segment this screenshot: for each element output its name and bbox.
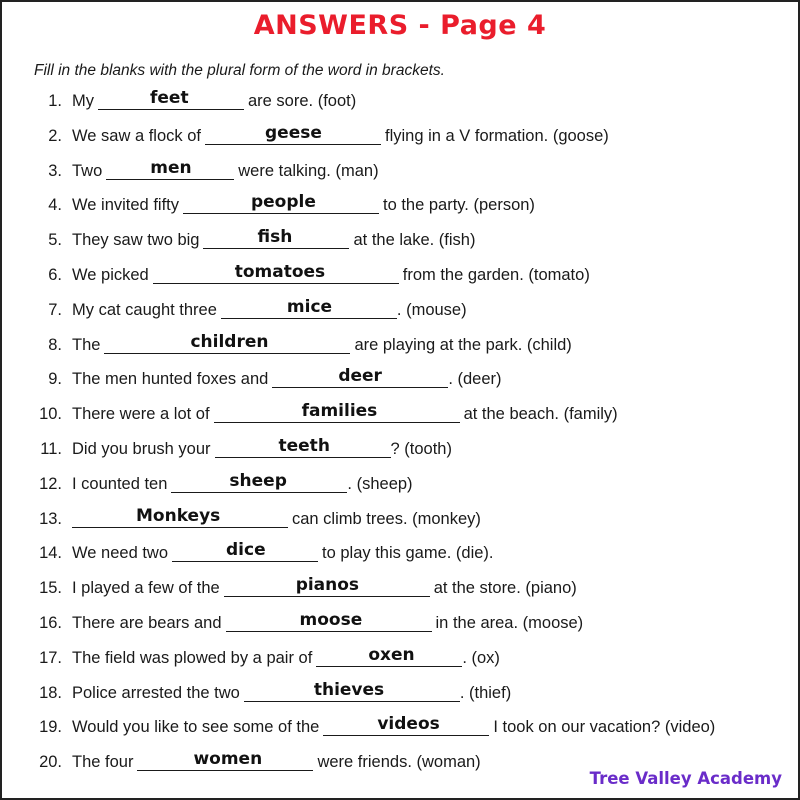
answer-text: Monkeys: [136, 505, 221, 526]
answer-text: dice: [226, 540, 266, 561]
question-text-before: Did you brush your: [72, 440, 211, 458]
question-text-before: We picked: [72, 266, 149, 284]
question-body: [72, 676, 511, 710]
question-text-after: flying in a V formation. (goose): [385, 126, 609, 145]
question-text-before: My: [72, 92, 94, 110]
answer-blank: [323, 713, 489, 736]
answer-blank: [205, 122, 381, 145]
answer-blank: [316, 644, 462, 667]
question-body: [72, 362, 502, 396]
question-text-after: . (mouse): [396, 300, 467, 319]
answer-blank: [104, 331, 350, 354]
question-text-after: at the store. (piano): [433, 579, 577, 598]
question-text-before: There were a lot of: [72, 405, 210, 424]
question-number: 1.: [48, 92, 62, 110]
question-body: [72, 293, 467, 327]
question-number: 4.: [48, 196, 62, 215]
question-text-after: . (sheep): [347, 474, 413, 493]
answer-blank: [171, 470, 347, 493]
answer-blank: [215, 435, 391, 458]
question-body: [72, 188, 535, 222]
answer-text: thieves: [313, 679, 385, 700]
question-text-after: were friends. (woman): [317, 753, 481, 772]
question-body: [72, 606, 583, 640]
answer-text: geese: [265, 122, 322, 143]
question-number: 5.: [48, 231, 62, 250]
answer-blank: [272, 365, 448, 388]
answer-blank: [244, 679, 460, 702]
question-number: 9.: [48, 370, 62, 389]
instructions: Fill in the blanks with the plural form of the word in brackets.: [34, 62, 445, 79]
answer-blank: [214, 400, 460, 423]
question-body: [72, 710, 715, 744]
question-text-after: . (ox): [462, 648, 500, 667]
question-text-before: I played a few of the: [72, 579, 220, 598]
question-text-before: We saw a flock of: [72, 126, 201, 145]
page-title: ANSWERS - Page 4: [253, 10, 547, 41]
question-number: 11.: [40, 440, 62, 458]
answer-text: tomatoes: [234, 262, 326, 282]
answer-text: deer: [338, 366, 382, 387]
answer-text: videos: [377, 714, 440, 735]
question-text-after: are playing at the park. (child): [354, 335, 572, 354]
answer-text: children: [190, 331, 269, 352]
question-body: [72, 223, 475, 257]
question-number: 18.: [39, 683, 62, 702]
question-body: [72, 745, 481, 779]
question-number: 2.: [48, 126, 62, 145]
question-body: [72, 328, 572, 362]
question-text-before: We need two: [72, 544, 169, 563]
question-number: 14.: [39, 544, 62, 563]
answer-text: feet: [150, 88, 189, 108]
question-body: [72, 641, 500, 675]
question-body: [72, 258, 590, 292]
question-text-after: at the lake. (fish): [353, 231, 476, 250]
question-text-after: in the area. (moose): [435, 614, 584, 632]
answer-text: teeth: [278, 436, 330, 456]
question-text-before: They saw two big: [72, 231, 200, 250]
question-number: 6.: [48, 266, 62, 284]
question-text-before: I counted ten: [72, 474, 168, 493]
question-text-before: The men hunted foxes and: [72, 370, 269, 389]
answer-text: fish: [257, 227, 293, 248]
question-text-before: There are bears and: [72, 614, 222, 632]
answer-blank: [183, 191, 379, 214]
question-text-after: were talking. (man): [238, 161, 379, 180]
question-body: [72, 502, 481, 536]
question-number: 13.: [39, 509, 62, 528]
question-text-before: The: [72, 335, 101, 354]
question-body: [72, 84, 356, 118]
question-number: 20.: [39, 753, 62, 772]
question-number: 16.: [39, 614, 62, 632]
question-number: 17.: [39, 648, 62, 667]
answer-text: women: [193, 749, 263, 770]
question-number: 12.: [39, 474, 62, 493]
question-body: [72, 467, 413, 501]
question-number: 3.: [48, 161, 62, 180]
answer-blank: [72, 505, 288, 528]
answer-text: people: [250, 192, 316, 213]
answer-blank: [226, 609, 432, 632]
answer-text: mice: [286, 296, 333, 317]
answer-text: pianos: [295, 575, 360, 596]
question-text-after: from the garden. (tomato): [402, 266, 590, 284]
question-number: 7.: [48, 300, 62, 319]
question-text-before: We invited fifty: [72, 196, 179, 215]
question-text-after: ? (tooth): [390, 440, 452, 458]
question-text-before: My cat caught three: [72, 300, 217, 319]
question-text-after: . (thief): [459, 683, 512, 702]
answer-text: oxen: [368, 644, 415, 665]
question-text-after: at the beach. (family): [463, 405, 618, 424]
answer-text: moose: [299, 610, 363, 630]
answer-text: families: [301, 401, 378, 422]
question-body: [72, 119, 609, 153]
question-body: [72, 432, 452, 466]
answer-text: men: [150, 157, 192, 178]
question-text-before: Would you like to see some of the: [72, 718, 320, 737]
question-body: [72, 571, 577, 605]
question-text-after: to play this game. (die).: [322, 544, 494, 563]
answer-blank: [137, 748, 313, 771]
answer-blank: [203, 226, 349, 249]
brand-logo-text: Tree Valley Academy: [589, 769, 782, 788]
question-text-before: Police arrested the two: [72, 683, 240, 702]
question-body: [72, 154, 379, 188]
answer-blank: [106, 157, 234, 180]
answer-blank: [153, 261, 399, 284]
answer-blank: [224, 574, 430, 597]
question-body: [72, 536, 494, 570]
question-text-before: Two: [72, 161, 103, 180]
question-text-before: The four: [72, 753, 134, 772]
question-number: 19.: [39, 718, 62, 737]
answer-text: sheep: [229, 470, 287, 491]
question-body: [72, 397, 618, 431]
question-number: 15.: [39, 579, 62, 598]
question-number: 8.: [48, 335, 62, 354]
answer-blank: [98, 87, 244, 110]
question-text-after: . (deer): [448, 370, 502, 389]
answer-blank: [221, 296, 397, 319]
question-text-after: I took on our vacation? (video): [493, 718, 716, 737]
question-number: 10.: [39, 405, 62, 424]
question-text-after: can climb trees. (monkey): [292, 509, 481, 528]
question-text-before: The field was plowed by a pair of: [72, 648, 313, 667]
answer-blank: [172, 539, 318, 562]
question-text-after: to the party. (person): [382, 196, 535, 215]
question-text-after: are sore. (foot): [248, 92, 357, 110]
